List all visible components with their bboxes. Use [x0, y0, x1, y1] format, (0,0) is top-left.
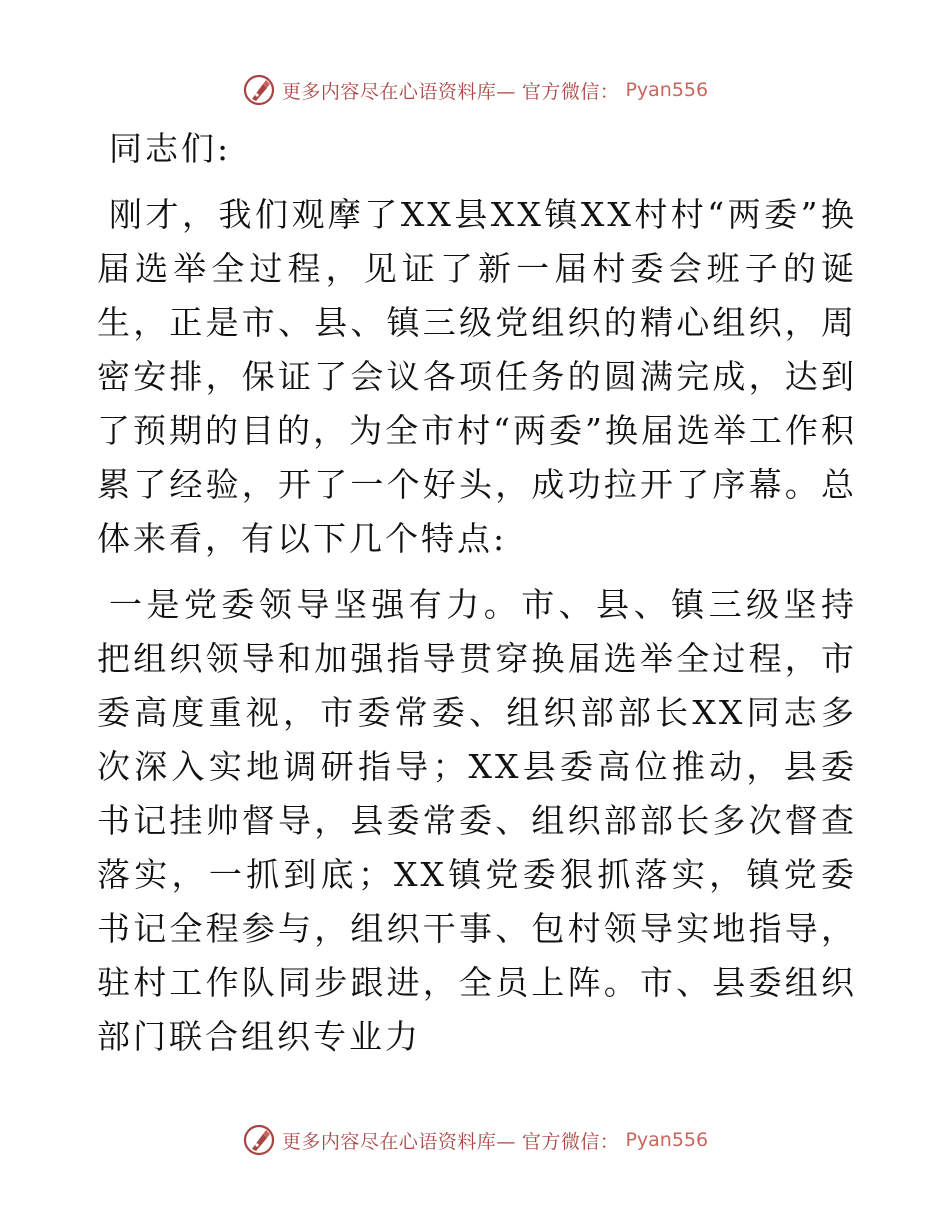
footer-watermark-banner	[0, 1120, 950, 1160]
banner-wechat-id: Pyan556	[625, 1129, 709, 1151]
header-watermark-banner	[0, 70, 950, 110]
pen-nib-logo-icon	[242, 1123, 276, 1157]
pen-nib-logo-icon	[242, 73, 276, 107]
banner-wechat-label: 官方微信：	[521, 80, 620, 103]
salutation: 同志们:	[109, 129, 232, 168]
banner-wechat-label: 官方微信：	[521, 1130, 620, 1153]
banner-content	[242, 73, 708, 107]
banner-wechat-id: Pyan556	[625, 79, 709, 101]
banner-title: 更多内容尽在心语资料库—	[281, 1130, 516, 1153]
paragraph-point-one: 一是党委领导坚强有力。市、县、镇三级坚持把组织领导和加强指导贯穿换届选举全过程，市委高度重视，市委常委、组织部部长XX同志多次深入实地调研指导；XX县委高位推动，县委书记挂帅督导，县委常委、组织部部长多次督查落实，一抓到底；XX镇党委狠抓落实，镇党委书记全程参与，组织干事、包村领导实地指导，驻村工作队同步跟进，全员上阵。市、县委组织部门联合组织专业力	[97, 585, 857, 1056]
banner-content	[242, 1123, 708, 1157]
banner-title: 更多内容尽在心语资料库—	[281, 80, 516, 103]
document-body	[97, 122, 857, 1064]
paragraph-intro: 刚才，我们观摩了XX县XX镇XX村村“两委”换届选举全过程，见证了新一届村委会班子的诞生，正是市、县、镇三级党组织的精心组织，周密安排，保证了会议各项任务的圆满完成，达到了预期的目的，为全市村“两委”换届选举工作积累了经验，开了一个好头，成功拉开了序幕。总体来看，有以下几个特点:	[97, 195, 857, 558]
